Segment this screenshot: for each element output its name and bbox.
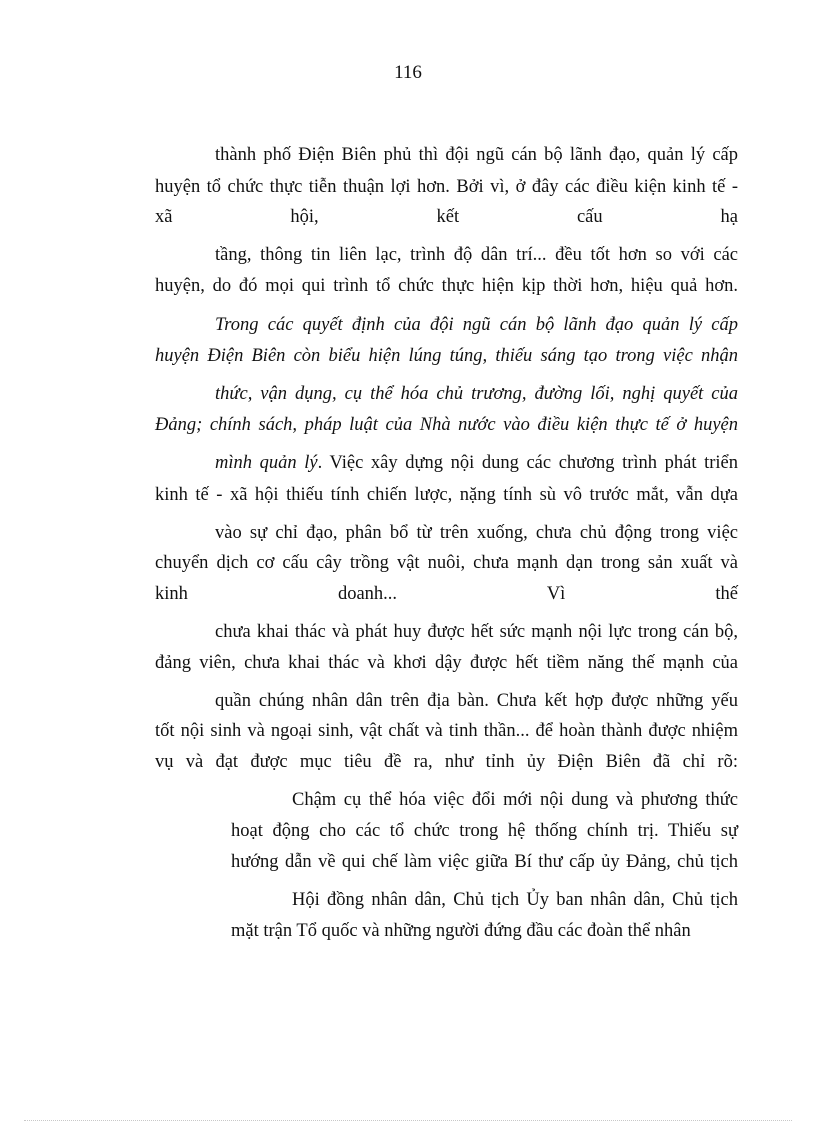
body-line-italic: Trong các quyết định của đội ngũ cán bộ lãnh đạo quản lý cấp [215, 315, 738, 335]
body-line [155, 205, 738, 229]
body-line: vào sự chỉ đạo, phân bổ từ trên xuống, chưa chủ động trong việc [215, 523, 738, 543]
page-bottom-rule [24, 1120, 792, 1121]
body-line: quần chúng nhân dân trên địa bàn. Chưa kết hợp được những yếu [215, 691, 738, 711]
body-line: chuyển dịch cơ cấu cây trồng vật nuôi, chưa mạnh dạn trong sản xuất và [155, 553, 738, 573]
word: Vì [546, 584, 566, 604]
word: kết [436, 207, 460, 227]
body-line: thành phố Điện Biên phủ thì đội ngũ cán bộ lãnh đạo, quản lý cấp [215, 145, 738, 165]
quote-line: Hội đồng nhân dân, Chủ tịch Ủy ban nhân dân, Chủ tịch [292, 890, 738, 910]
text-run: . Việc xây dựng nội dung các chương trình phát triển [317, 453, 738, 473]
body-line: kinh tế - xã hội thiếu tính chiến lược, nặng tính sù vô trước mắt, vẫn dựa [155, 485, 738, 505]
body-line [215, 451, 738, 475]
quote-line: hướng dẫn về qui chế làm việc giữa Bí thư cấp ủy Đảng, chủ tịch [231, 852, 738, 872]
word: xã [155, 207, 173, 227]
body-line-italic: huyện Điện Biên còn biểu hiện lúng túng, thiếu sáng tạo trong việc nhận [155, 346, 738, 366]
body-line: đảng viên, chưa khai thác và khơi dậy được hết tiềm năng thế mạnh của [155, 653, 738, 673]
word: kinh [155, 584, 188, 604]
word: hạ [720, 207, 738, 227]
body-line: huyện, do đó mọi qui trình tổ chức thực hiện kịp thời hơn, hiệu quả hơn. [155, 276, 738, 296]
body-line-italic: thức, vận dụng, cụ thể hóa chủ trương, đường lối, nghị quyết của [215, 384, 738, 404]
body-line [155, 582, 738, 606]
word: hội, [290, 207, 319, 227]
body-line: vụ và đạt được mục tiêu đề ra, như tỉnh ủy Điện Biên đã chỉ rõ: [155, 752, 738, 772]
page-number: 116 [394, 62, 422, 83]
quote-line: mặt trận Tổ quốc và những người đứng đầu các đoàn thể nhân [231, 921, 691, 941]
word: doanh... [337, 584, 398, 604]
body-line: huyện tổ chức thực tiễn thuận lợi hơn. Bởi vì, ở đây các điều kiện kinh tế - [155, 177, 738, 197]
body-line: chưa khai thác và phát huy được hết sức mạnh nội lực trong cán bộ, [215, 622, 738, 642]
italic-phrase: mình quản lý [215, 453, 318, 473]
quote-line: Chậm cụ thể hóa việc đổi mới nội dung và phương thức [292, 790, 738, 810]
word: thế [715, 584, 738, 604]
word: cấu [576, 207, 603, 227]
body-line: tầng, thông tin liên lạc, trình độ dân trí... đều tốt hơn so với các [215, 245, 738, 265]
quote-line: hoạt động cho các tổ chức trong hệ thống chính trị. Thiếu sự [231, 821, 738, 841]
body-line-italic: Đảng; chính sách, pháp luật của Nhà nước vào điều kiện thực tế ở huyện [155, 415, 738, 435]
body-line: tốt nội sinh và ngoại sinh, vật chất và tinh thần... để hoàn thành được nhiệm [155, 721, 738, 741]
